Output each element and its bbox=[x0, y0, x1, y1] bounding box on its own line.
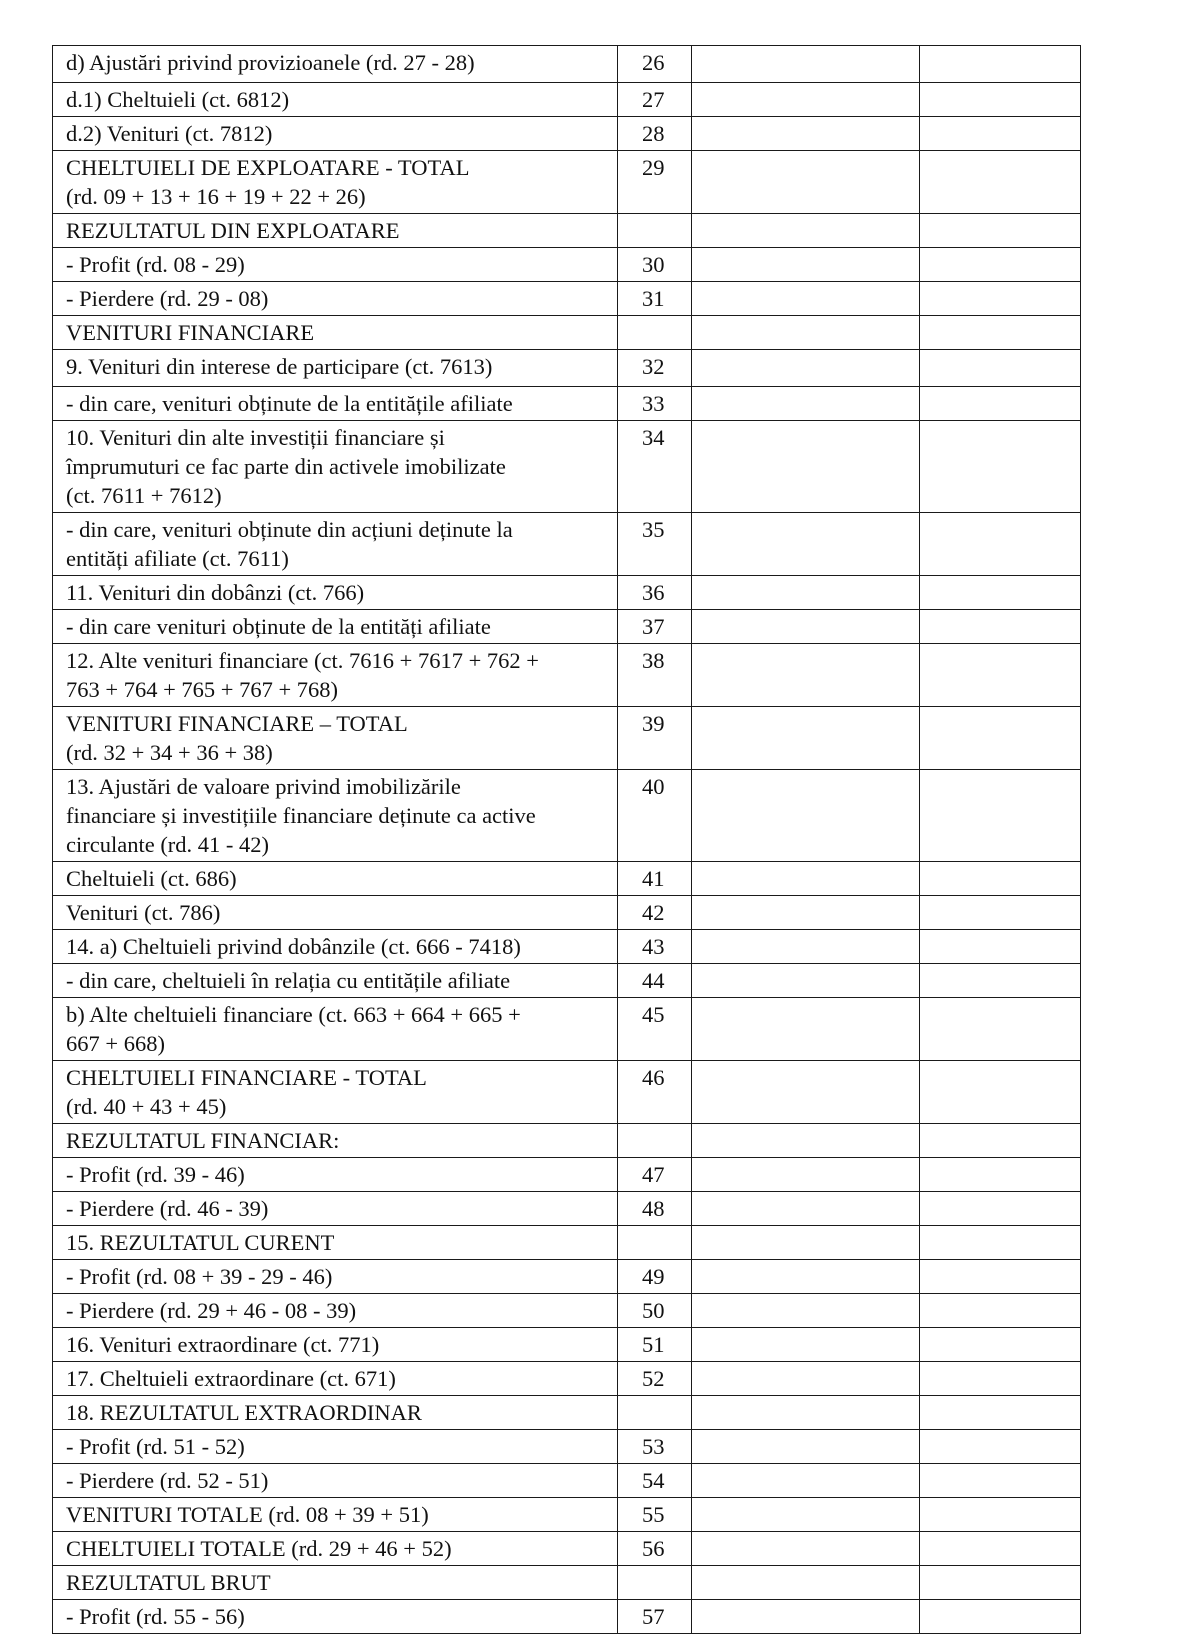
table-row bbox=[53, 83, 1081, 117]
value-cell-previous bbox=[692, 644, 920, 707]
value-cell-previous bbox=[692, 151, 920, 214]
value-cell-previous bbox=[692, 998, 920, 1061]
value-cell-current bbox=[920, 1226, 1081, 1260]
value-cell-previous bbox=[692, 1294, 920, 1328]
table-row bbox=[53, 1362, 1081, 1396]
table-row bbox=[53, 930, 1081, 964]
row-number: 27 bbox=[618, 83, 692, 117]
table-row bbox=[53, 282, 1081, 316]
row-description: 17. Cheltuieli extraordinare (ct. 671) bbox=[53, 1362, 618, 1396]
value-cell-previous bbox=[692, 964, 920, 998]
row-number: 56 bbox=[618, 1532, 692, 1566]
row-description: 18. REZULTATUL EXTRAORDINAR bbox=[53, 1396, 618, 1430]
value-cell-current bbox=[920, 576, 1081, 610]
row-number: 26 bbox=[618, 46, 692, 83]
value-cell-previous bbox=[692, 1464, 920, 1498]
value-cell-current bbox=[920, 1566, 1081, 1600]
value-cell-previous bbox=[692, 707, 920, 770]
value-cell-current bbox=[920, 1396, 1081, 1430]
value-cell-current bbox=[920, 1294, 1081, 1328]
value-cell-current bbox=[920, 248, 1081, 282]
table-row bbox=[53, 644, 1081, 707]
row-number: 34 bbox=[618, 421, 692, 513]
row-description: - Profit (rd. 51 - 52) bbox=[53, 1430, 618, 1464]
row-description: 14. a) Cheltuieli privind dobânzile (ct. 666 - 7418) bbox=[53, 930, 618, 964]
table-row bbox=[53, 998, 1081, 1061]
value-cell-previous bbox=[692, 1192, 920, 1226]
value-cell-current bbox=[920, 1124, 1081, 1158]
value-cell-previous bbox=[692, 1226, 920, 1260]
value-cell-previous bbox=[692, 1532, 920, 1566]
value-cell-current bbox=[920, 1532, 1081, 1566]
value-cell-previous bbox=[692, 1158, 920, 1192]
value-cell-current bbox=[920, 1362, 1081, 1396]
row-number: 49 bbox=[618, 1260, 692, 1294]
row-description: - din care venituri obținute de la entități afiliate bbox=[53, 610, 618, 644]
row-description: 11. Venituri din dobânzi (ct. 766) bbox=[53, 576, 618, 610]
table-row bbox=[53, 1498, 1081, 1532]
value-cell-current bbox=[920, 1600, 1081, 1634]
row-number: 55 bbox=[618, 1498, 692, 1532]
value-cell-current bbox=[920, 1260, 1081, 1294]
row-description: VENITURI TOTALE (rd. 08 + 39 + 51) bbox=[53, 1498, 618, 1532]
row-description: - Profit (rd. 08 + 39 - 29 - 46) bbox=[53, 1260, 618, 1294]
table-row bbox=[53, 387, 1081, 421]
row-number: 44 bbox=[618, 964, 692, 998]
table-row bbox=[53, 421, 1081, 513]
table-row bbox=[53, 1260, 1081, 1294]
value-cell-current bbox=[920, 644, 1081, 707]
row-description: - Profit (rd. 55 - 56) bbox=[53, 1600, 618, 1634]
value-cell-current bbox=[920, 770, 1081, 862]
value-cell-current bbox=[920, 1464, 1081, 1498]
value-cell-previous bbox=[692, 1061, 920, 1124]
row-description: 9. Venituri din interese de participare (ct. 7613) bbox=[53, 350, 618, 387]
value-cell-previous bbox=[692, 1396, 920, 1430]
table-row bbox=[53, 1226, 1081, 1260]
table-body bbox=[53, 46, 1081, 1634]
table-row bbox=[53, 350, 1081, 387]
value-cell-current bbox=[920, 151, 1081, 214]
row-description: - Profit (rd. 39 - 46) bbox=[53, 1158, 618, 1192]
table-row bbox=[53, 1158, 1081, 1192]
table-row bbox=[53, 1600, 1081, 1634]
value-cell-current bbox=[920, 83, 1081, 117]
value-cell-current bbox=[920, 117, 1081, 151]
table-row bbox=[53, 214, 1081, 248]
row-number: 36 bbox=[618, 576, 692, 610]
value-cell-previous bbox=[692, 214, 920, 248]
row-number: 54 bbox=[618, 1464, 692, 1498]
row-description: - din care, cheltuieli în relația cu entitățile afiliate bbox=[53, 964, 618, 998]
value-cell-previous bbox=[692, 896, 920, 930]
row-number: 40 bbox=[618, 770, 692, 862]
row-description: REZULTATUL BRUT bbox=[53, 1566, 618, 1600]
value-cell-current bbox=[920, 316, 1081, 350]
row-number bbox=[618, 214, 692, 248]
table-row bbox=[53, 46, 1081, 83]
value-cell-previous bbox=[692, 83, 920, 117]
row-description: 16. Venituri extraordinare (ct. 771) bbox=[53, 1328, 618, 1362]
table-row bbox=[53, 151, 1081, 214]
value-cell-previous bbox=[692, 1430, 920, 1464]
table-row bbox=[53, 1124, 1081, 1158]
table-row bbox=[53, 707, 1081, 770]
row-number: 35 bbox=[618, 513, 692, 576]
value-cell-current bbox=[920, 930, 1081, 964]
row-number: 57 bbox=[618, 1600, 692, 1634]
row-description: b) Alte cheltuieli financiare (ct. 663 + 664 + 665 + 667 + 668) bbox=[53, 998, 618, 1061]
table-row bbox=[53, 248, 1081, 282]
value-cell-previous bbox=[692, 248, 920, 282]
value-cell-current bbox=[920, 1498, 1081, 1532]
row-number: 45 bbox=[618, 998, 692, 1061]
table-row bbox=[53, 316, 1081, 350]
table-row bbox=[53, 117, 1081, 151]
value-cell-current bbox=[920, 350, 1081, 387]
row-number: 51 bbox=[618, 1328, 692, 1362]
value-cell-current bbox=[920, 1430, 1081, 1464]
value-cell-current bbox=[920, 387, 1081, 421]
table-row bbox=[53, 1294, 1081, 1328]
table-row bbox=[53, 1430, 1081, 1464]
value-cell-current bbox=[920, 610, 1081, 644]
row-description: - din care, venituri obținute de la entitățile afiliate bbox=[53, 387, 618, 421]
value-cell-current bbox=[920, 896, 1081, 930]
value-cell-current bbox=[920, 707, 1081, 770]
row-number bbox=[618, 1396, 692, 1430]
row-description: d.1) Cheltuieli (ct. 6812) bbox=[53, 83, 618, 117]
row-description: - Pierdere (rd. 46 - 39) bbox=[53, 1192, 618, 1226]
row-description: REZULTATUL DIN EXPLOATARE bbox=[53, 214, 618, 248]
value-cell-current bbox=[920, 862, 1081, 896]
row-number: 52 bbox=[618, 1362, 692, 1396]
row-description: VENITURI FINANCIARE bbox=[53, 316, 618, 350]
row-description: - din care, venituri obținute din acțiuni deținute la entități afiliate (ct. 7611) bbox=[53, 513, 618, 576]
row-description: - Profit (rd. 08 - 29) bbox=[53, 248, 618, 282]
row-number: 30 bbox=[618, 248, 692, 282]
row-description: REZULTATUL FINANCIAR: bbox=[53, 1124, 618, 1158]
row-description: d.2) Venituri (ct. 7812) bbox=[53, 117, 618, 151]
row-description: - Pierdere (rd. 29 - 08) bbox=[53, 282, 618, 316]
value-cell-previous bbox=[692, 46, 920, 83]
value-cell-previous bbox=[692, 1328, 920, 1362]
table-row bbox=[53, 1532, 1081, 1566]
value-cell-previous bbox=[692, 350, 920, 387]
value-cell-previous bbox=[692, 316, 920, 350]
table-row bbox=[53, 770, 1081, 862]
row-description: 12. Alte venituri financiare (ct. 7616 + 7617 + 762 + 763 + 764 + 765 + 767 + 768) bbox=[53, 644, 618, 707]
value-cell-current bbox=[920, 421, 1081, 513]
row-number: 47 bbox=[618, 1158, 692, 1192]
table-row bbox=[53, 1061, 1081, 1124]
table-row bbox=[53, 1192, 1081, 1226]
value-cell-current bbox=[920, 1328, 1081, 1362]
row-number bbox=[618, 316, 692, 350]
value-cell-previous bbox=[692, 610, 920, 644]
value-cell-previous bbox=[692, 576, 920, 610]
row-description: CHELTUIELI DE EXPLOATARE - TOTAL (rd. 09 + 13 + 16 + 19 + 22 + 26) bbox=[53, 151, 618, 214]
value-cell-current bbox=[920, 46, 1081, 83]
table-row bbox=[53, 513, 1081, 576]
value-cell-previous bbox=[692, 1260, 920, 1294]
row-description: 10. Venituri din alte investiții financiare și împrumuturi ce fac parte din activele imobilizate (ct. 7611 + 7612) bbox=[53, 421, 618, 513]
value-cell-previous bbox=[692, 1600, 920, 1634]
value-cell-previous bbox=[692, 513, 920, 576]
row-number: 29 bbox=[618, 151, 692, 214]
row-number: 31 bbox=[618, 282, 692, 316]
row-description: Venituri (ct. 786) bbox=[53, 896, 618, 930]
financial-statement-table bbox=[52, 45, 1081, 1634]
row-number: 48 bbox=[618, 1192, 692, 1226]
value-cell-previous bbox=[692, 421, 920, 513]
row-number: 43 bbox=[618, 930, 692, 964]
row-description: CHELTUIELI FINANCIARE - TOTAL (rd. 40 + 43 + 45) bbox=[53, 1061, 618, 1124]
row-number bbox=[618, 1124, 692, 1158]
value-cell-previous bbox=[692, 862, 920, 896]
value-cell-current bbox=[920, 282, 1081, 316]
table-row bbox=[53, 576, 1081, 610]
table-row bbox=[53, 896, 1081, 930]
value-cell-previous bbox=[692, 387, 920, 421]
value-cell-current bbox=[920, 998, 1081, 1061]
row-description: VENITURI FINANCIARE – TOTAL (rd. 32 + 34 + 36 + 38) bbox=[53, 707, 618, 770]
row-number: 28 bbox=[618, 117, 692, 151]
row-description: 13. Ajustări de valoare privind imobilizările financiare și investițiile financiare deținute ca active circulante (rd. 41 - 42) bbox=[53, 770, 618, 862]
value-cell-current bbox=[920, 964, 1081, 998]
value-cell-previous bbox=[692, 1498, 920, 1532]
value-cell-current bbox=[920, 513, 1081, 576]
row-number: 37 bbox=[618, 610, 692, 644]
value-cell-current bbox=[920, 214, 1081, 248]
table-row bbox=[53, 1396, 1081, 1430]
row-number: 50 bbox=[618, 1294, 692, 1328]
row-number: 42 bbox=[618, 896, 692, 930]
value-cell-previous bbox=[692, 1124, 920, 1158]
row-number: 46 bbox=[618, 1061, 692, 1124]
table-row bbox=[53, 1328, 1081, 1362]
row-number bbox=[618, 1226, 692, 1260]
row-description: Cheltuieli (ct. 686) bbox=[53, 862, 618, 896]
row-number: 39 bbox=[618, 707, 692, 770]
row-description: - Pierdere (rd. 52 - 51) bbox=[53, 1464, 618, 1498]
table-row bbox=[53, 964, 1081, 998]
row-number: 33 bbox=[618, 387, 692, 421]
row-description: 15. REZULTATUL CURENT bbox=[53, 1226, 618, 1260]
value-cell-current bbox=[920, 1061, 1081, 1124]
value-cell-previous bbox=[692, 1362, 920, 1396]
row-number bbox=[618, 1566, 692, 1600]
table-row bbox=[53, 1566, 1081, 1600]
value-cell-previous bbox=[692, 770, 920, 862]
value-cell-previous bbox=[692, 282, 920, 316]
value-cell-current bbox=[920, 1192, 1081, 1226]
row-number: 41 bbox=[618, 862, 692, 896]
row-number: 32 bbox=[618, 350, 692, 387]
row-number: 38 bbox=[618, 644, 692, 707]
row-description: - Pierdere (rd. 29 + 46 - 08 - 39) bbox=[53, 1294, 618, 1328]
row-description: d) Ajustări privind provizioanele (rd. 27 - 28) bbox=[53, 46, 618, 83]
value-cell-previous bbox=[692, 117, 920, 151]
value-cell-current bbox=[920, 1158, 1081, 1192]
row-number: 53 bbox=[618, 1430, 692, 1464]
table-row bbox=[53, 862, 1081, 896]
row-description: CHELTUIELI TOTALE (rd. 29 + 46 + 52) bbox=[53, 1532, 618, 1566]
value-cell-previous bbox=[692, 930, 920, 964]
table-row bbox=[53, 610, 1081, 644]
table-row bbox=[53, 1464, 1081, 1498]
value-cell-previous bbox=[692, 1566, 920, 1600]
